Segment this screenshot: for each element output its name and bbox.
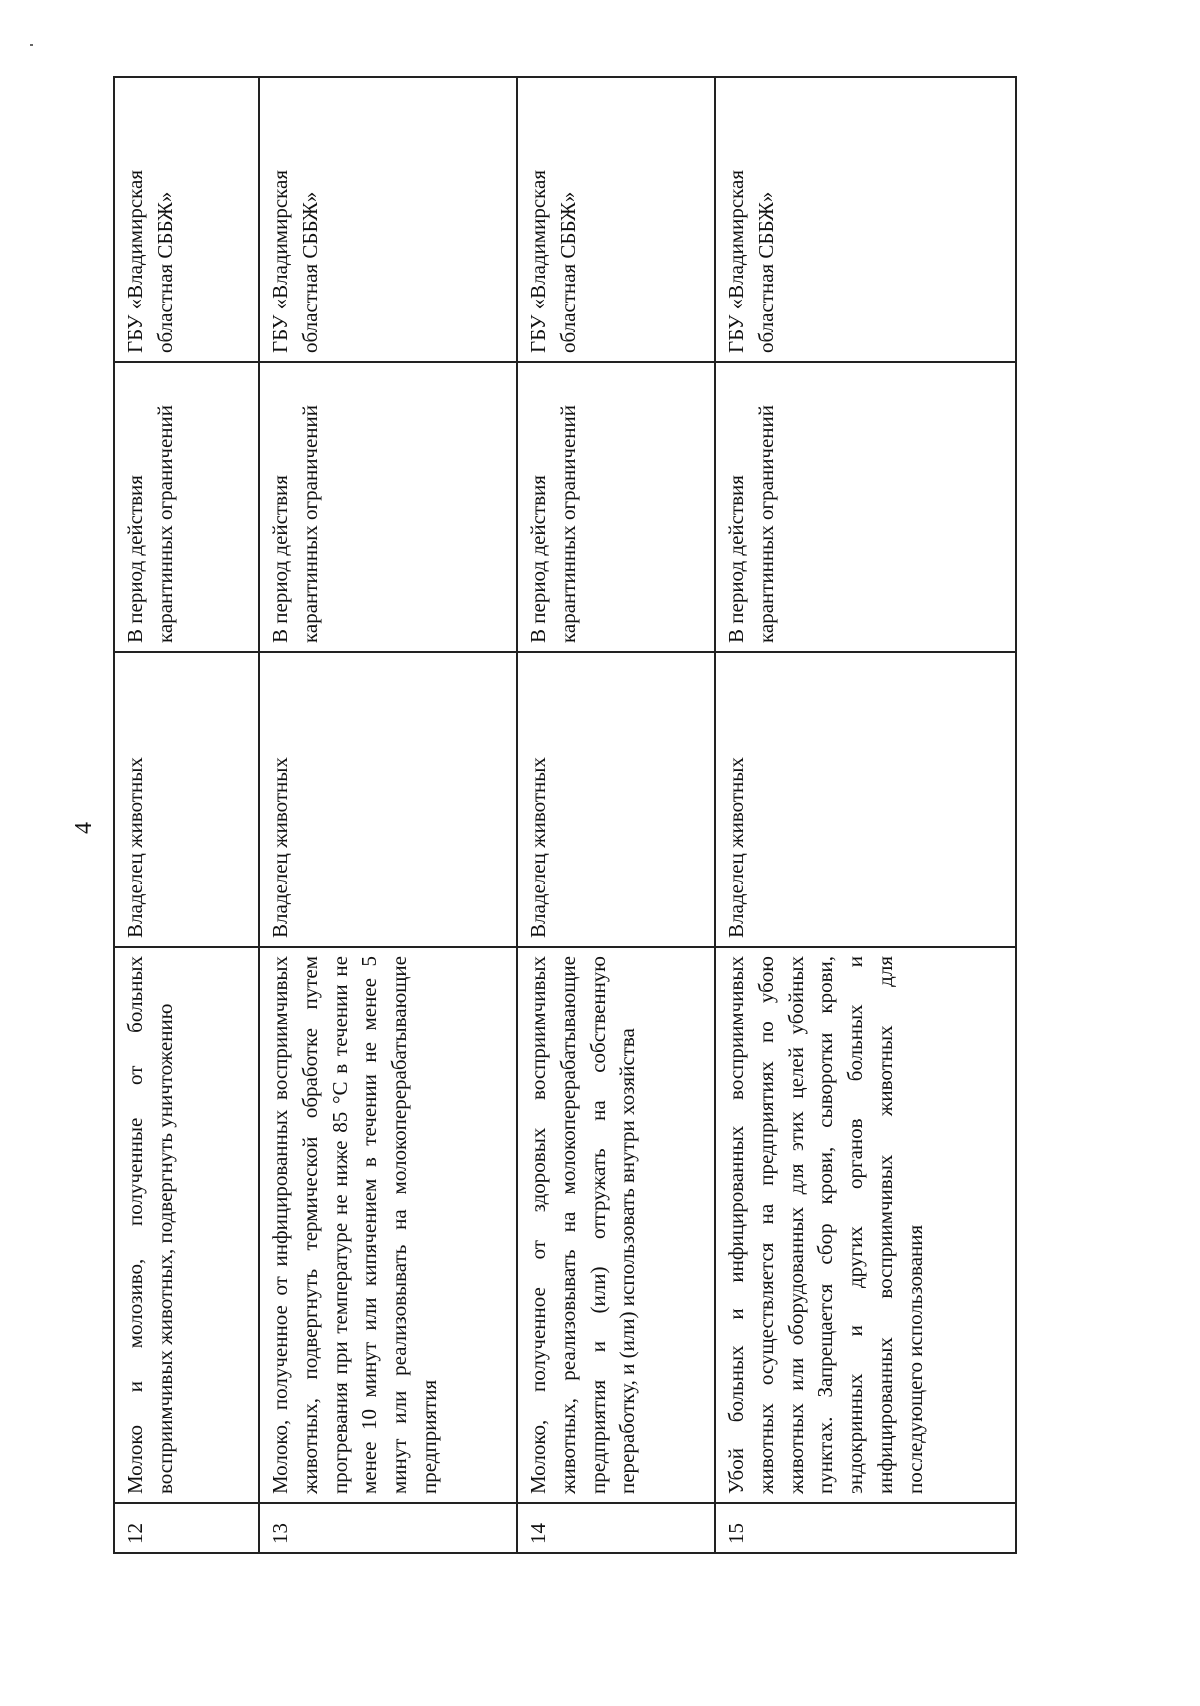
- row-number-cell: 13: [259, 1503, 517, 1553]
- table-row: [259, 77, 517, 1553]
- action-cell: Убой больных и инфицированных восприимчивых животных осуществляется на предприятиях по убою животных или оборудованных для этих целей убойных пунктах. Запрещается сбор крови, сыворотки крови, эндокринных и других органов больных и инфицированных восприимчивых животных для последующего использования: [715, 947, 1016, 1503]
- row-number-cell: 12: [114, 1503, 259, 1553]
- executor-cell: ГБУ «Владимирская областная СББЖ»: [114, 77, 259, 362]
- table-row: [715, 77, 1016, 1553]
- action-cell: Молоко, полученное от здоровых восприимчивых животных, реализовывать на молокоперерабатывающие предприятия и (или) отгружать на собственную переработку, и (или) использовать внутри хозяйства: [517, 947, 715, 1503]
- action-cell: Молоко и молозиво, полученные от больных восприимчивых животных, подвергнуть уничтожению: [114, 947, 259, 1503]
- responsible-cell: Владелец животных: [114, 652, 259, 947]
- executor-cell: ГБУ «Владимирская областная СББЖ»: [517, 77, 715, 362]
- executor-cell: ГБУ «Владимирская областная СББЖ»: [715, 77, 1016, 362]
- page-number: 4: [70, 822, 97, 834]
- table-row: [517, 77, 715, 1553]
- action-cell: Молоко, полученное от инфицированных восприимчивых животных, подвергнуть термической обработке путем прогревания при температуре не ниже 85 °С в течении не менее 10 минут или кипячением в течении не менее 5 минут или реализовывать на молокоперерабатывающие предприятия: [259, 947, 517, 1503]
- row-number-cell: 14: [517, 1503, 715, 1553]
- responsible-cell: Владелец животных: [517, 652, 715, 947]
- term-cell: В период действия карантинных ограничений: [114, 362, 259, 652]
- responsible-cell: Владелец животных: [259, 652, 517, 947]
- scan-speck: [30, 44, 33, 46]
- responsible-cell: Владелец животных: [715, 652, 1016, 947]
- term-cell: В период действия карантинных ограничений: [517, 362, 715, 652]
- table-row: [114, 77, 259, 1553]
- term-cell: В период действия карантинных ограничений: [715, 362, 1016, 652]
- executor-cell: ГБУ «Владимирская областная СББЖ»: [259, 77, 517, 362]
- term-cell: В период действия карантинных ограничений: [259, 362, 517, 652]
- measures-table: [113, 76, 1017, 1554]
- rotated-table-wrapper: [113, 78, 1015, 1554]
- row-number-cell: 15: [715, 1503, 1016, 1553]
